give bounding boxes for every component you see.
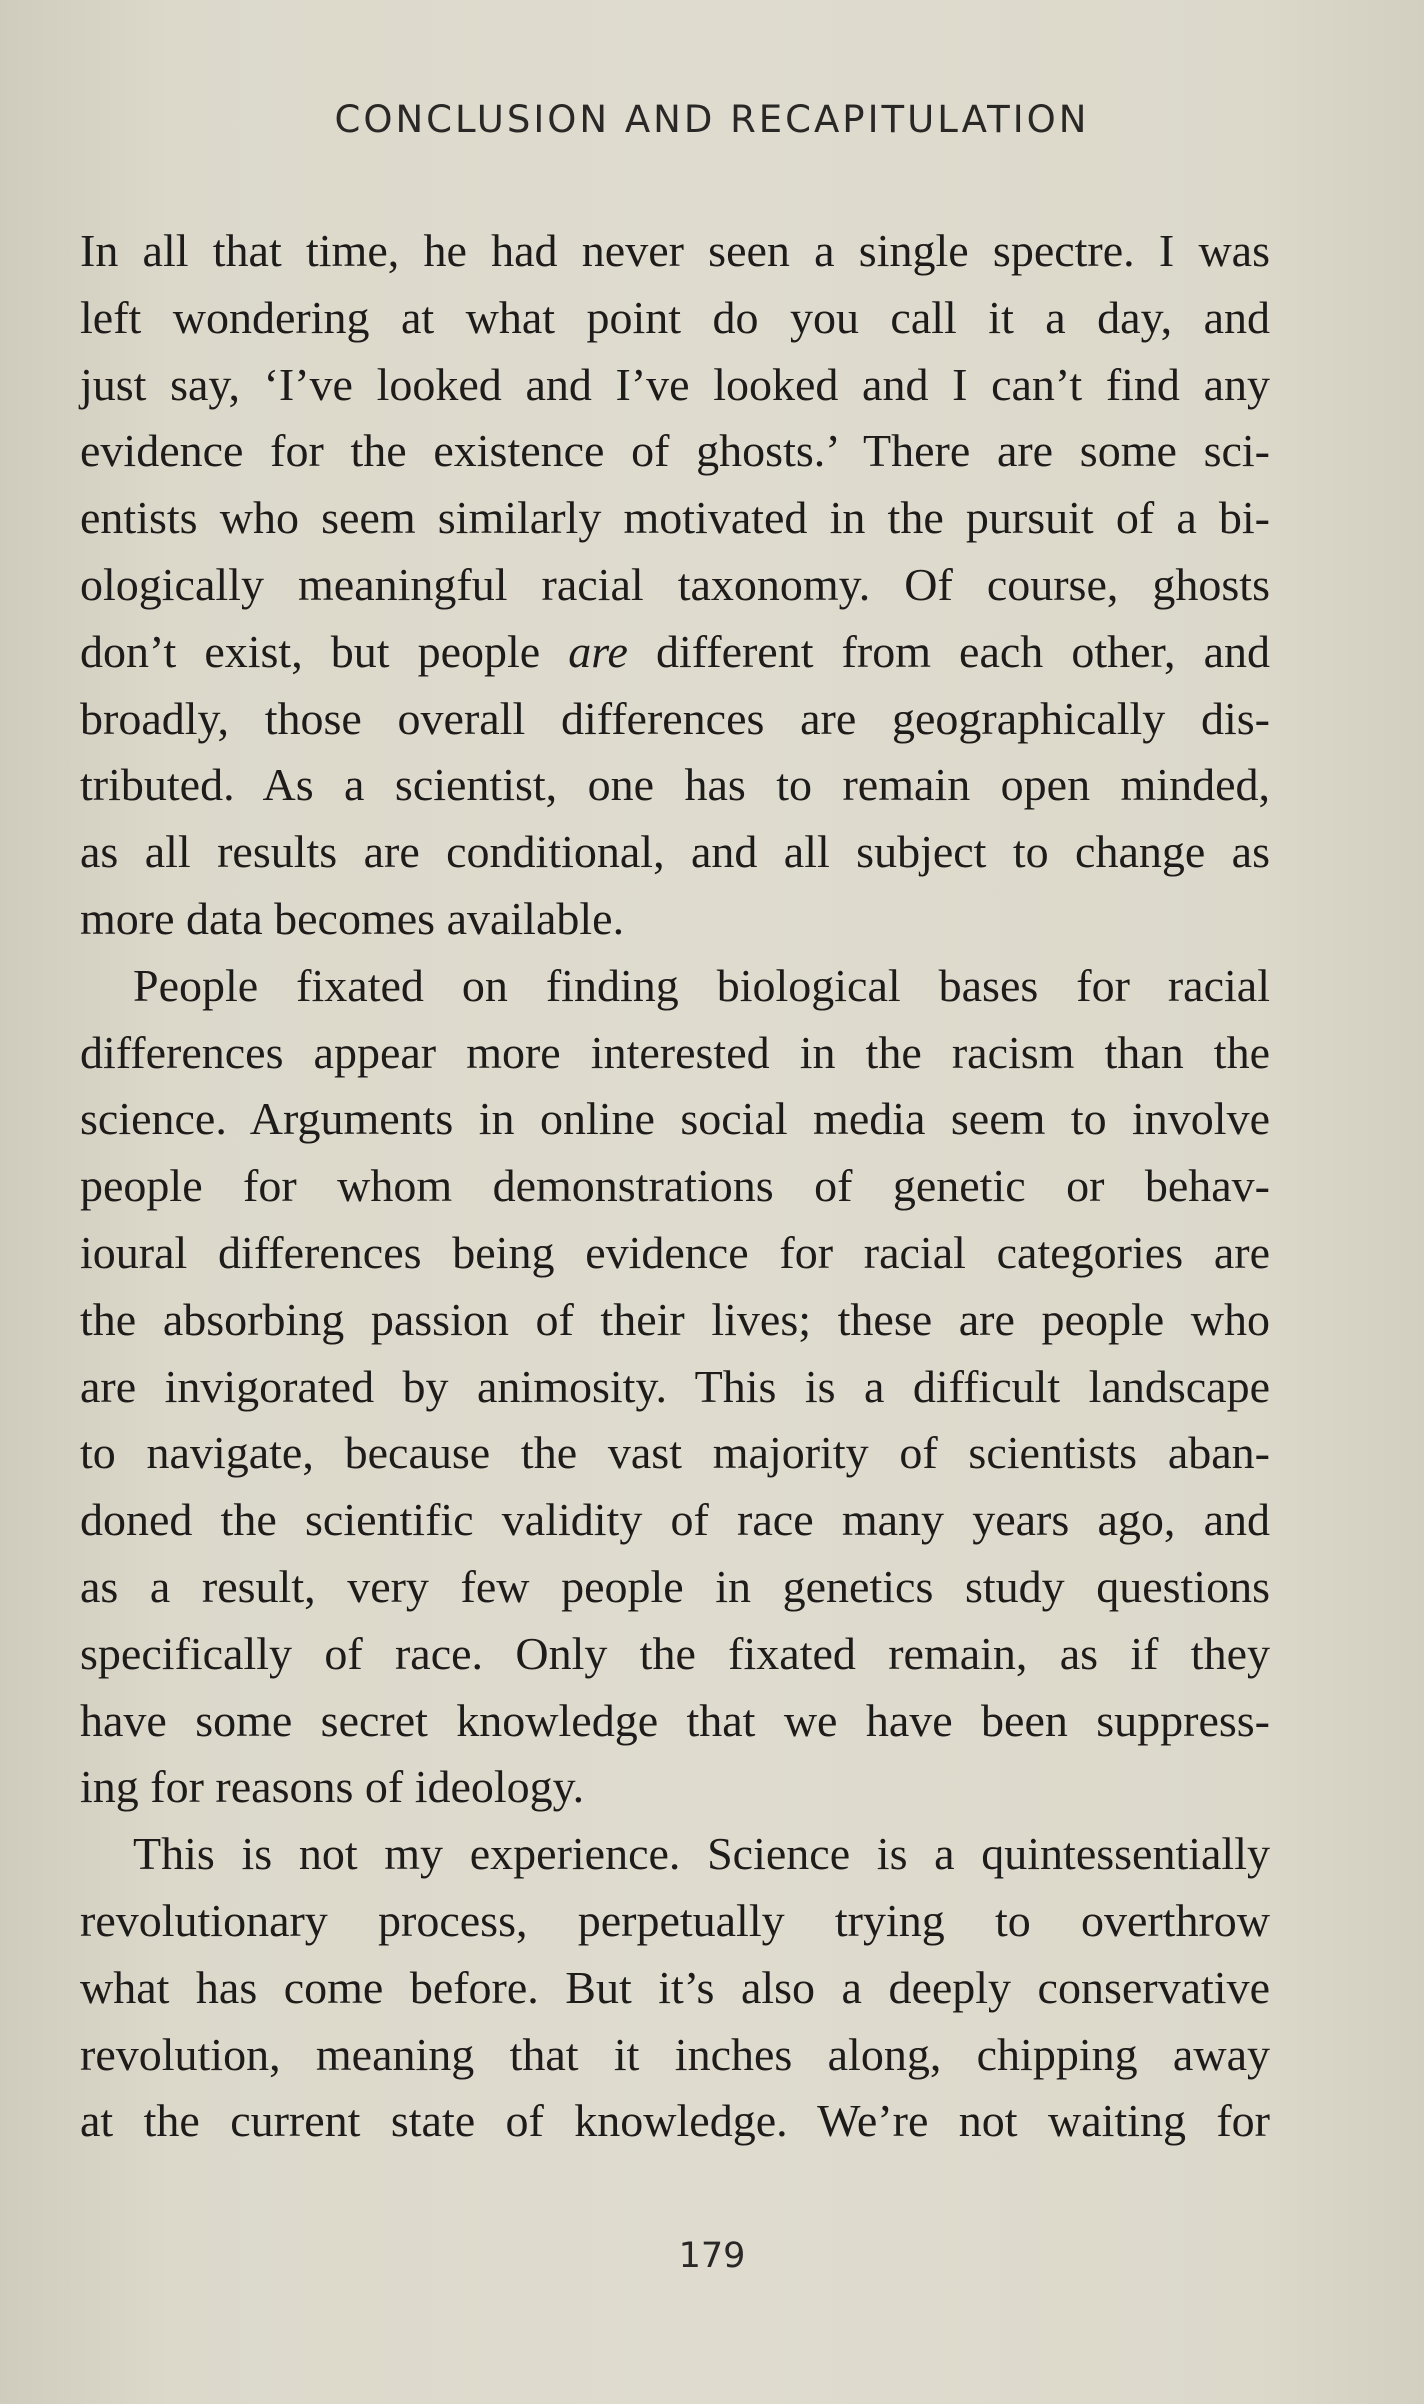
text-line: ologically meaningful racial taxonomy. Of course, ghosts xyxy=(80,558,1270,610)
paragraph xyxy=(80,1821,1270,2155)
text-line: specifically of race. Only the fixated remain, as if they xyxy=(80,1627,1270,1679)
text-line: to navigate, because the vast majority of scientists aban- xyxy=(80,1427,1270,1479)
text-line: what has come before. But it’s also a deeply conservative xyxy=(80,1961,1270,2013)
text-line: People fixated on finding biological bases for racial xyxy=(133,959,1270,1011)
text-line: don’t exist, but people are different from each other, and xyxy=(80,625,1271,677)
text-line: entists who seem similarly motivated in the pursuit of a bi- xyxy=(80,492,1270,544)
text-line: In all that time, he had never seen a single spectre. I was xyxy=(80,225,1270,276)
running-head: CONCLUSION AND RECAPITULATION xyxy=(334,98,1090,141)
text-line: have some secret knowledge that we have been suppress- xyxy=(80,1694,1270,1746)
text-line: broadly, those overall differences are geographically dis- xyxy=(80,692,1270,744)
page-number: 179 xyxy=(678,2236,746,2276)
text-line: at the current state of knowledge. We’re not waiting for xyxy=(80,2095,1270,2147)
emphasis: are xyxy=(568,625,628,677)
text-line: are invigorated by animosity. This is a difficult landscape xyxy=(80,1360,1270,1412)
text-line: revolution, meaning that it inches along, chipping away xyxy=(80,2028,1270,2080)
text-line: people for whom demonstrations of genetic or behav- xyxy=(80,1160,1270,1212)
text-line: evidence for the existence of ghosts.’ There are some sci- xyxy=(80,425,1270,477)
text-line: tributed. As a scientist, one has to remain open minded, xyxy=(80,759,1270,811)
text-line: more data becomes available. xyxy=(80,892,625,944)
paragraph xyxy=(80,218,1270,953)
text-line: ing for reasons of ideology. xyxy=(80,1761,585,1813)
body-text xyxy=(80,218,1270,2155)
text-line: just say, ‘I’ve looked and I’ve looked and I can’t find any xyxy=(80,358,1270,410)
text-line: science. Arguments in online social media seem to involve xyxy=(80,1093,1270,1145)
text-line: doned the scientific validity of race many years ago, and xyxy=(80,1494,1270,1546)
text-line: left wondering at what point do you call it a day, and xyxy=(80,291,1270,343)
text-line: the absorbing passion of their lives; these are people who xyxy=(80,1293,1270,1345)
text-line: This is not my experience. Science is a quintessentially xyxy=(133,1828,1270,1880)
text-line: as a result, very few people in genetics study questions xyxy=(80,1560,1270,1612)
text-line: differences appear more interested in the racism than the xyxy=(80,1026,1270,1078)
text-line: ioural differences being evidence for racial categories are xyxy=(80,1226,1270,1278)
text-line: as all results are conditional, and all subject to change as xyxy=(80,826,1270,878)
paragraph xyxy=(80,953,1270,1821)
text-line: revolutionary process, perpetually trying to overthrow xyxy=(80,1894,1270,1946)
